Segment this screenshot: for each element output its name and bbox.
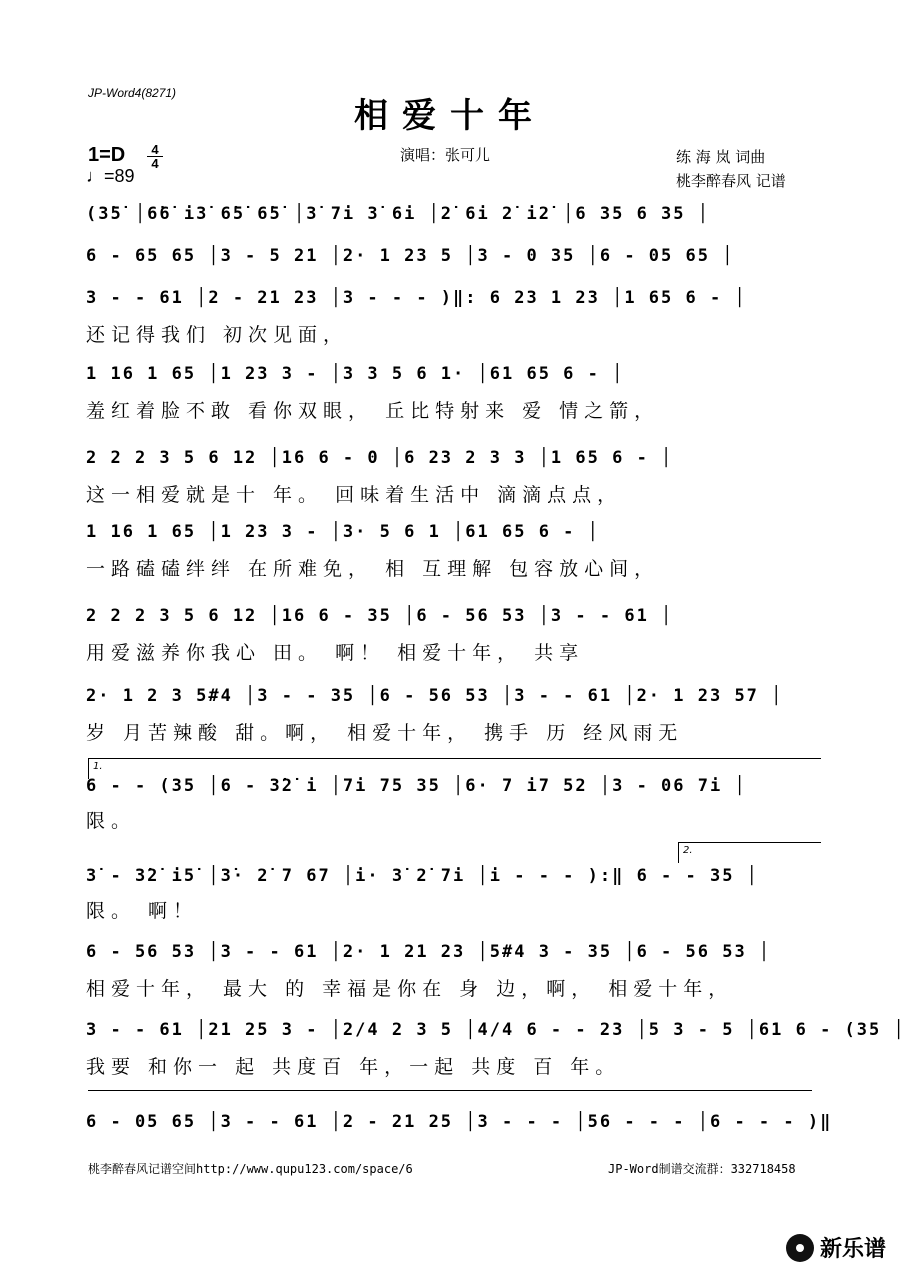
score-row-10 bbox=[86, 866, 816, 926]
lyric-line: 我要 和你一 起 共度百 年，一起 共度 百 年。 bbox=[86, 1056, 621, 1078]
footer-source: 桃李醉春风记谱空间http://www.qupu123.com/space/6 bbox=[88, 1162, 413, 1176]
score-row-4 bbox=[86, 364, 816, 424]
notation-line: 3 - - 61 │2 - 21 23 │3 - - - )‖: 6 23 1 23 │1 65 6 - │ bbox=[86, 288, 747, 308]
score-row-13 bbox=[86, 1112, 833, 1152]
volta-second-ending: 2. bbox=[678, 842, 821, 863]
time-signature bbox=[147, 143, 163, 170]
record-disc-icon bbox=[786, 1234, 814, 1262]
notation-line: 2 2 2 3 5 6 12 │16 6 - 0 │6 23 2 3 3 │1 65 6 - │ bbox=[86, 448, 674, 468]
score-row-1 bbox=[86, 204, 816, 244]
notation-line: 3̇ - 3̇2̇ i5̇ │3̇· 2̇ 7 67 │i· 3̇ 2̇ 7i │i - - - ):‖ 6 - - 35 │ bbox=[86, 866, 759, 886]
system-divider bbox=[88, 1090, 812, 1091]
key-signature: 1=D bbox=[88, 144, 126, 166]
notation-line: 1 16 1 65 │1 23 3 - │3 3 5 6 1· │61 65 6 - │ bbox=[86, 364, 625, 384]
footer-group: JP-Word制谱交流群：332718458 bbox=[608, 1162, 796, 1176]
time-signature-top: 4 bbox=[151, 142, 159, 157]
composer-credit: 练 海 岚 词曲 bbox=[676, 148, 766, 166]
notation-line: 6 - 05 65 │3 - - 61 │2 - 21 25 │3 - - - │56 - - - │6 - - - )‖ bbox=[86, 1112, 833, 1132]
score-row-3 bbox=[86, 288, 816, 348]
notation-line: 2 2 2 3 5 6 12 │16 6 - 35 │6 - 56 53 │3 - - 61 │ bbox=[86, 606, 674, 626]
score-row-9 bbox=[86, 776, 816, 836]
lyric-line: 岁 月苦辣酸 甜。啊， 相爱十年， 携手 历 经风雨无 bbox=[86, 722, 684, 744]
score-row-2 bbox=[86, 246, 816, 286]
tempo-mark: ♩=89 bbox=[86, 166, 135, 186]
notation-line: 6 - 56 53 │3 - - 61 │2· 1 21 23 │5#4 3 - 35 │6 - 56 53 │ bbox=[86, 942, 772, 962]
score-row-11 bbox=[86, 942, 816, 1002]
score-row-12 bbox=[86, 1020, 906, 1080]
notation-line: 6 - 65 65 │3 - 5 21 │2· 1 23 5 │3 - 0 35 │6 - 05 65 │ bbox=[86, 246, 735, 266]
lyric-line: 这一相爱就是十 年。 回味着生活中 滴滴点点， bbox=[86, 484, 623, 506]
lyric-line: 限。 啊！ bbox=[86, 900, 199, 922]
notation-line: (3̇5̇ │6̇6̇ i3̇ 6̇5̇ 6̇5̇ │3̇ 7i 3̇ 6i │2̇ 6i 2̇ i2̇ │6 35 6 35 │ bbox=[86, 204, 710, 224]
score-row-7 bbox=[86, 606, 816, 666]
volta-first-ending: 1. bbox=[88, 758, 821, 779]
notation-line: 2· 1 2 3 5#4 │3 - - 35 │6 - 56 53 │3 - - 61 │2· 1 23 57 │ bbox=[86, 686, 784, 706]
song-title: 相爱十年 bbox=[354, 96, 546, 136]
notation-line: 3 - - 61 │21 25 3 - │2/4 2 3 5 │4/4 6 - - 23 │5 3 - 5 │61 6 - (35 │ bbox=[86, 1020, 906, 1040]
lyric-line: 限。 bbox=[86, 810, 137, 832]
credits bbox=[676, 145, 786, 193]
logo-text: 新乐谱 bbox=[819, 1237, 886, 1262]
transcriber-credit: 桃李醉春风 记谱 bbox=[676, 172, 786, 190]
score-row-6 bbox=[86, 522, 816, 582]
time-signature-bottom: 4 bbox=[147, 156, 163, 170]
lyric-line: 一路磕磕绊绊 在所难免， 相 互理解 包容放心间， bbox=[86, 558, 660, 580]
score-row-8 bbox=[86, 686, 816, 746]
notation-line: 6 - - (35 │6 - 3̇2̇ i │7i 75 35 │6· 7 i7 52 │3 - 06 7i │ bbox=[86, 776, 747, 796]
lyric-line: 用爱滋养你我心 田。 啊！ 相爱十年， 共享 bbox=[86, 642, 585, 664]
notation-line: 1 16 1 65 │1 23 3 - │3· 5 6 1 │61 65 6 - │ bbox=[86, 522, 600, 542]
score-row-5 bbox=[86, 448, 816, 508]
software-tag: JP-Word4(8271) bbox=[88, 86, 177, 100]
lyric-line: 羞红着脸不敢 看你双眼， 丘比特射来 爱 情之箭， bbox=[86, 400, 660, 422]
lyric-line: 还记得我们 初次见面， bbox=[86, 324, 349, 346]
site-logo bbox=[786, 1232, 886, 1263]
singer-credit: 演唱：张可儿 bbox=[400, 146, 491, 164]
lyric-line: 相爱十年， 最大 的 幸福是你在 身 边，啊， 相爱十年， bbox=[86, 978, 734, 1000]
